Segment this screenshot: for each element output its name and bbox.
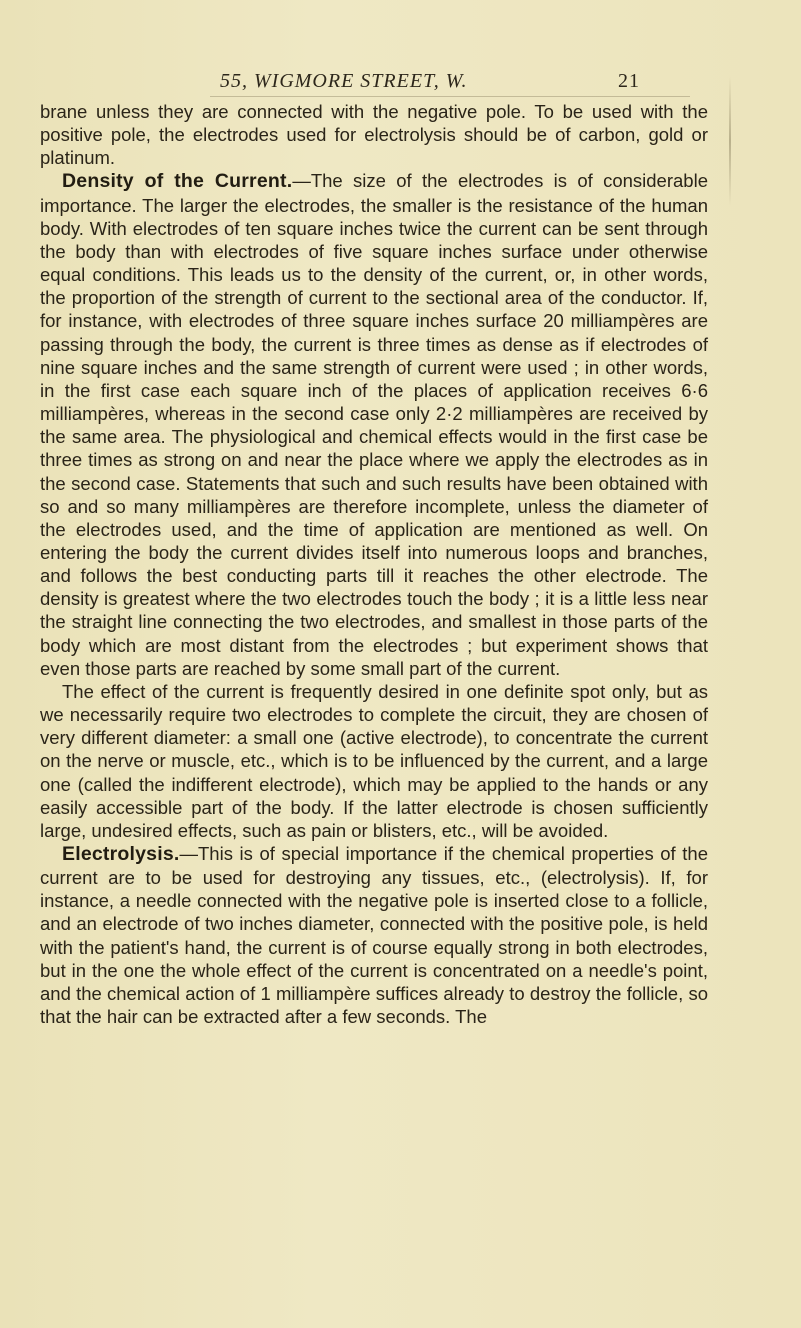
paragraph-text: brane unless they are connected with the negative pole. To be used with the positive pole, the electrodes used for electrolysis should be of carbon, gold or platinum. [40,101,708,169]
page-edge-mark [729,76,731,206]
section-heading-electrolysis: Electrolysis. [62,843,180,865]
paragraph-text: The effect of the current is frequently desired in one definite spot only, but as we necessarily require two electrodes to complete the circuit, they are chosen of very different diameter: a small one (active electrode), to concentrate the current on the nerve or muscle, etc., which is to be influenced by the current, and a large one (called the indifferent electrode), which may be applied to the hands or any easily accessible part of the body. If the latter electrode is chosen sufficiently large, undesired effects, such as pain or blisters, etc., will be avoided. [40,680,708,841]
body-text [40,100,708,1028]
paragraph-text: —This is of special importance if the chemical properties of the current are to be used for destroying any tissues, etc., (electrolysis). If, for instance, a needle connected with the negative pole is inserted close to a follicle, and an electrode of two inches diameter, connected with the positive pole, is held with the patient's hand, the current is of course equally strong in both electrodes, but in the one the whole effect of the current is concentrated on a needle's point, and the chemical action of 1 milliampère suffices already to destroy the follicle, so that the hair can be extracted after a few seconds. The [40,843,708,1028]
paragraph-density [40,169,708,679]
header-address: 55, WIGMORE STREET, W. [220,70,468,92]
paragraph-electrolysis [40,842,708,1028]
header-rule [210,96,690,97]
paragraph-continuation [40,100,708,169]
section-heading-density: Density of the Current. [62,170,293,193]
paragraph-text: —The size of the electrodes is of considerable importance. The larger the electrodes, the smaller is the resistance of the human body. With electrodes of ten square inches twice the current can be sent through the body than with electrodes of five square inches surface under otherwise equal conditions. This leads us to the density of the current, or, in other words, the proportion of the strength of current to the sectional area of the conductor. If, for instance, with electrodes of three square inches surface 20 milliampères are passing through the body, the current is three times as dense as if electrodes of nine square inches and the same strength of current were used ; in other words, in the first case each square inch of the places of application receives 6·6 milliampères, whereas in the second case only 2·2 milliampères are received by the same area. The physiological and chemical effects would in the first case be three times as strong on and near the place where we apply the electrodes as in the second case. Statements that such and such results have been obtained with so and so many milliampères are therefore incomplete, unless the diameter of the electrodes used, and the time of application are mentioned as well. On entering the body the current divides itself into numerous loops and branches, and follows the best conducting parts till it reaches the other electrode. The density is greatest where the two electrodes touch the body ; it is a little less near the straight line connecting the two electrodes, and smallest in those parts of the body which are most distant from the electrodes ; but experiment shows that even those parts are reached by some small part of the current. [40,170,708,679]
page-number: 21 [618,70,640,92]
paragraph-effect [40,680,708,842]
